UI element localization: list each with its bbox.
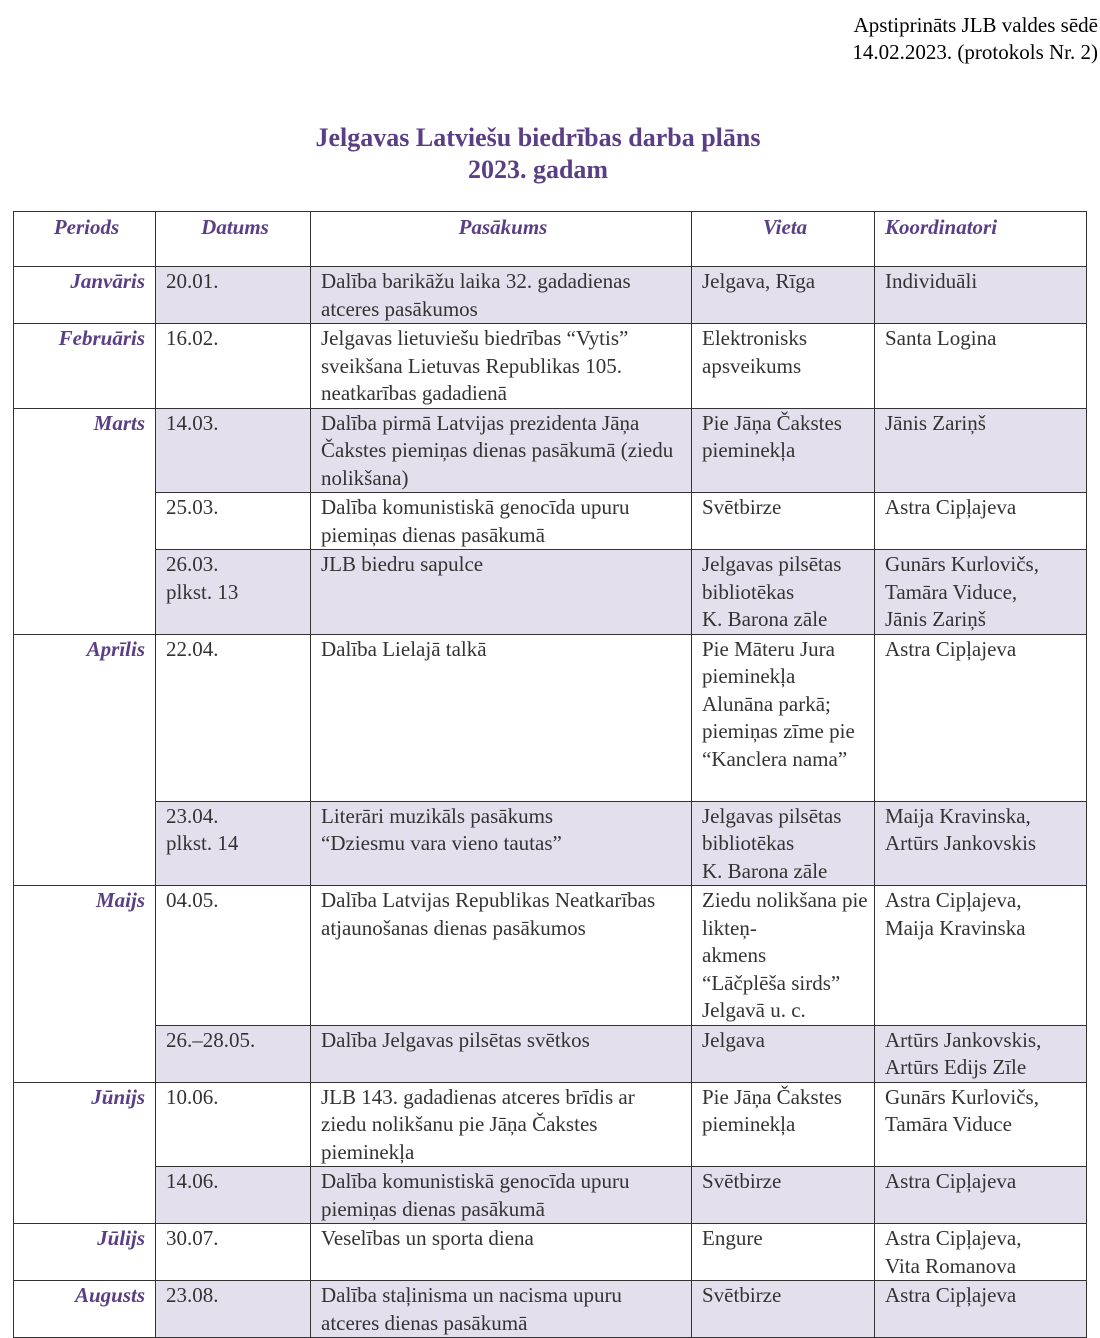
approval-note — [852, 12, 1098, 66]
date-cell: 20.01. — [156, 267, 311, 324]
approval-line-2: 14.02.2023. (protokols Nr. 2) — [852, 40, 1098, 64]
header-periods: Periods — [14, 212, 156, 267]
coordinators-cell: Astra Cipļajeva — [875, 1167, 1087, 1224]
table-row — [14, 1025, 1087, 1082]
period-cell — [14, 1025, 156, 1082]
title-line-1: Jelgavas Latviešu biedrības darba plāns — [315, 123, 761, 152]
place-cell: Jelgava, Rīga — [692, 267, 875, 324]
date-cell: 14.03. — [156, 408, 311, 493]
date-cell: 16.02. — [156, 324, 311, 409]
table-row — [14, 634, 1087, 801]
table-row — [14, 550, 1087, 635]
title-line-2: 2023. gadam — [467, 155, 609, 184]
place-cell: Jelgavas pilsētas bibliotēkas K. Barona zāle — [692, 801, 875, 886]
place-cell: Engure — [692, 1224, 875, 1281]
coordinators-cell: Gunārs Kurlovičs, Tamāra Viduce — [875, 1082, 1087, 1167]
place-cell: Jelgava — [692, 1025, 875, 1082]
event-cell: Dalība staļinisma un nacisma upuru atceres dienas pasākumā — [311, 1281, 692, 1338]
period-cell: Jūnijs — [14, 1082, 156, 1167]
date-cell: 30.07. — [156, 1224, 311, 1281]
place-cell: Pie Māteru Jura pieminekļa Alunāna parkā; piemiņas zīme pie “Kanclera nama” — [692, 634, 875, 801]
coordinators-cell: Jānis Zariņš — [875, 408, 1087, 493]
place-cell: Ziedu nolikšana pie likteņ- akmens “Lāčplēša sirds” Jelgavā u. c. — [692, 886, 875, 1026]
period-cell: Februāris — [14, 324, 156, 409]
event-cell: JLB biedru sapulce — [311, 550, 692, 635]
place-cell: Svētbirze — [692, 493, 875, 550]
table-row — [14, 408, 1087, 493]
date-cell: 23.04. plkst. 14 — [156, 801, 311, 886]
place-cell: Svētbirze — [692, 1281, 875, 1338]
header-coordinators: Koordinatori — [875, 212, 1087, 267]
header-place: Vieta — [692, 212, 875, 267]
period-cell — [14, 801, 156, 886]
date-cell: 04.05. — [156, 886, 311, 1026]
table-row — [14, 1167, 1087, 1224]
event-cell: Literāri muzikāls pasākums “Dziesmu vara vieno tautas” — [311, 801, 692, 886]
coordinators-cell: Maija Kravinska, Artūrs Jankovskis — [875, 801, 1087, 886]
coordinators-cell: Astra Cipļajeva, Vita Romanova — [875, 1224, 1087, 1281]
event-cell: Dalība pirmā Latvijas prezidenta Jāņa Čakstes piemiņas dienas pasākumā (ziedu nolikšana) — [311, 408, 692, 493]
coordinators-cell: Artūrs Jankovskis, Artūrs Edijs Zīle — [875, 1025, 1087, 1082]
coordinators-cell: Santa Logina — [875, 324, 1087, 409]
coordinators-cell: Astra Cipļajeva — [875, 634, 1087, 801]
table-header-row — [14, 212, 1087, 267]
table-row — [14, 1224, 1087, 1281]
event-cell: Dalība barikāžu laika 32. gadadienas atceres pasākumos — [311, 267, 692, 324]
place-cell: Pie Jāņa Čakstes pieminekļa — [692, 408, 875, 493]
page-title — [0, 122, 1076, 186]
date-cell: 23.08. — [156, 1281, 311, 1338]
period-cell — [14, 493, 156, 550]
event-cell: Dalība komunistiskā genocīda upuru piemiņas dienas pasākumā — [311, 493, 692, 550]
coordinators-cell: Astra Cipļajeva — [875, 1281, 1087, 1338]
coordinators-cell: Individuāli — [875, 267, 1087, 324]
date-cell: 10.06. — [156, 1082, 311, 1167]
header-date: Datums — [156, 212, 311, 267]
place-cell: Jelgavas pilsētas bibliotēkas K. Barona zāle — [692, 550, 875, 635]
period-cell: Augusts — [14, 1281, 156, 1338]
period-cell: Aprīlis — [14, 634, 156, 801]
period-cell: Marts — [14, 408, 156, 493]
date-cell: 22.04. — [156, 634, 311, 801]
period-cell — [14, 550, 156, 635]
event-cell: Dalība Jelgavas pilsētas svētkos — [311, 1025, 692, 1082]
place-cell: Svētbirze — [692, 1167, 875, 1224]
date-cell: 25.03. — [156, 493, 311, 550]
place-cell: Pie Jāņa Čakstes pieminekļa — [692, 1082, 875, 1167]
header-event: Pasākums — [311, 212, 692, 267]
table-row — [14, 886, 1087, 1026]
table-row — [14, 493, 1087, 550]
event-cell: Dalība Lielajā talkā — [311, 634, 692, 801]
table-row — [14, 1082, 1087, 1167]
table-row — [14, 267, 1087, 324]
date-cell: 26.–28.05. — [156, 1025, 311, 1082]
event-cell: Dalība komunistiskā genocīda upuru piemiņas dienas pasākumā — [311, 1167, 692, 1224]
event-cell: JLB 143. gadadienas atceres brīdis ar ziedu nolikšanu pie Jāņa Čakstes pieminekļa — [311, 1082, 692, 1167]
event-cell: Veselības un sporta diena — [311, 1224, 692, 1281]
approval-line-1: Apstiprināts JLB valdes sēdē — [853, 13, 1098, 37]
table-row — [14, 801, 1087, 886]
period-cell: Jūlijs — [14, 1224, 156, 1281]
period-cell: Janvāris — [14, 267, 156, 324]
coordinators-cell: Astra Cipļajeva — [875, 493, 1087, 550]
event-cell: Jelgavas lietuviešu biedrības “Vytis” sveikšana Lietuvas Republikas 105. neatkarības gadadienā — [311, 324, 692, 409]
event-cell: Dalība Latvijas Republikas Neatkarības atjaunošanas dienas pasākumos — [311, 886, 692, 1026]
date-cell: 14.06. — [156, 1167, 311, 1224]
coordinators-cell: Astra Cipļajeva, Maija Kravinska — [875, 886, 1087, 1026]
date-cell: 26.03. plkst. 13 — [156, 550, 311, 635]
coordinators-cell: Gunārs Kurlovičs, Tamāra Viduce, Jānis Zariņš — [875, 550, 1087, 635]
period-cell — [14, 1167, 156, 1224]
place-cell: Elektronisks apsveikums — [692, 324, 875, 409]
period-cell: Maijs — [14, 886, 156, 1026]
table-row — [14, 1281, 1087, 1338]
table-row — [14, 324, 1087, 409]
work-plan-table — [13, 211, 1087, 1338]
